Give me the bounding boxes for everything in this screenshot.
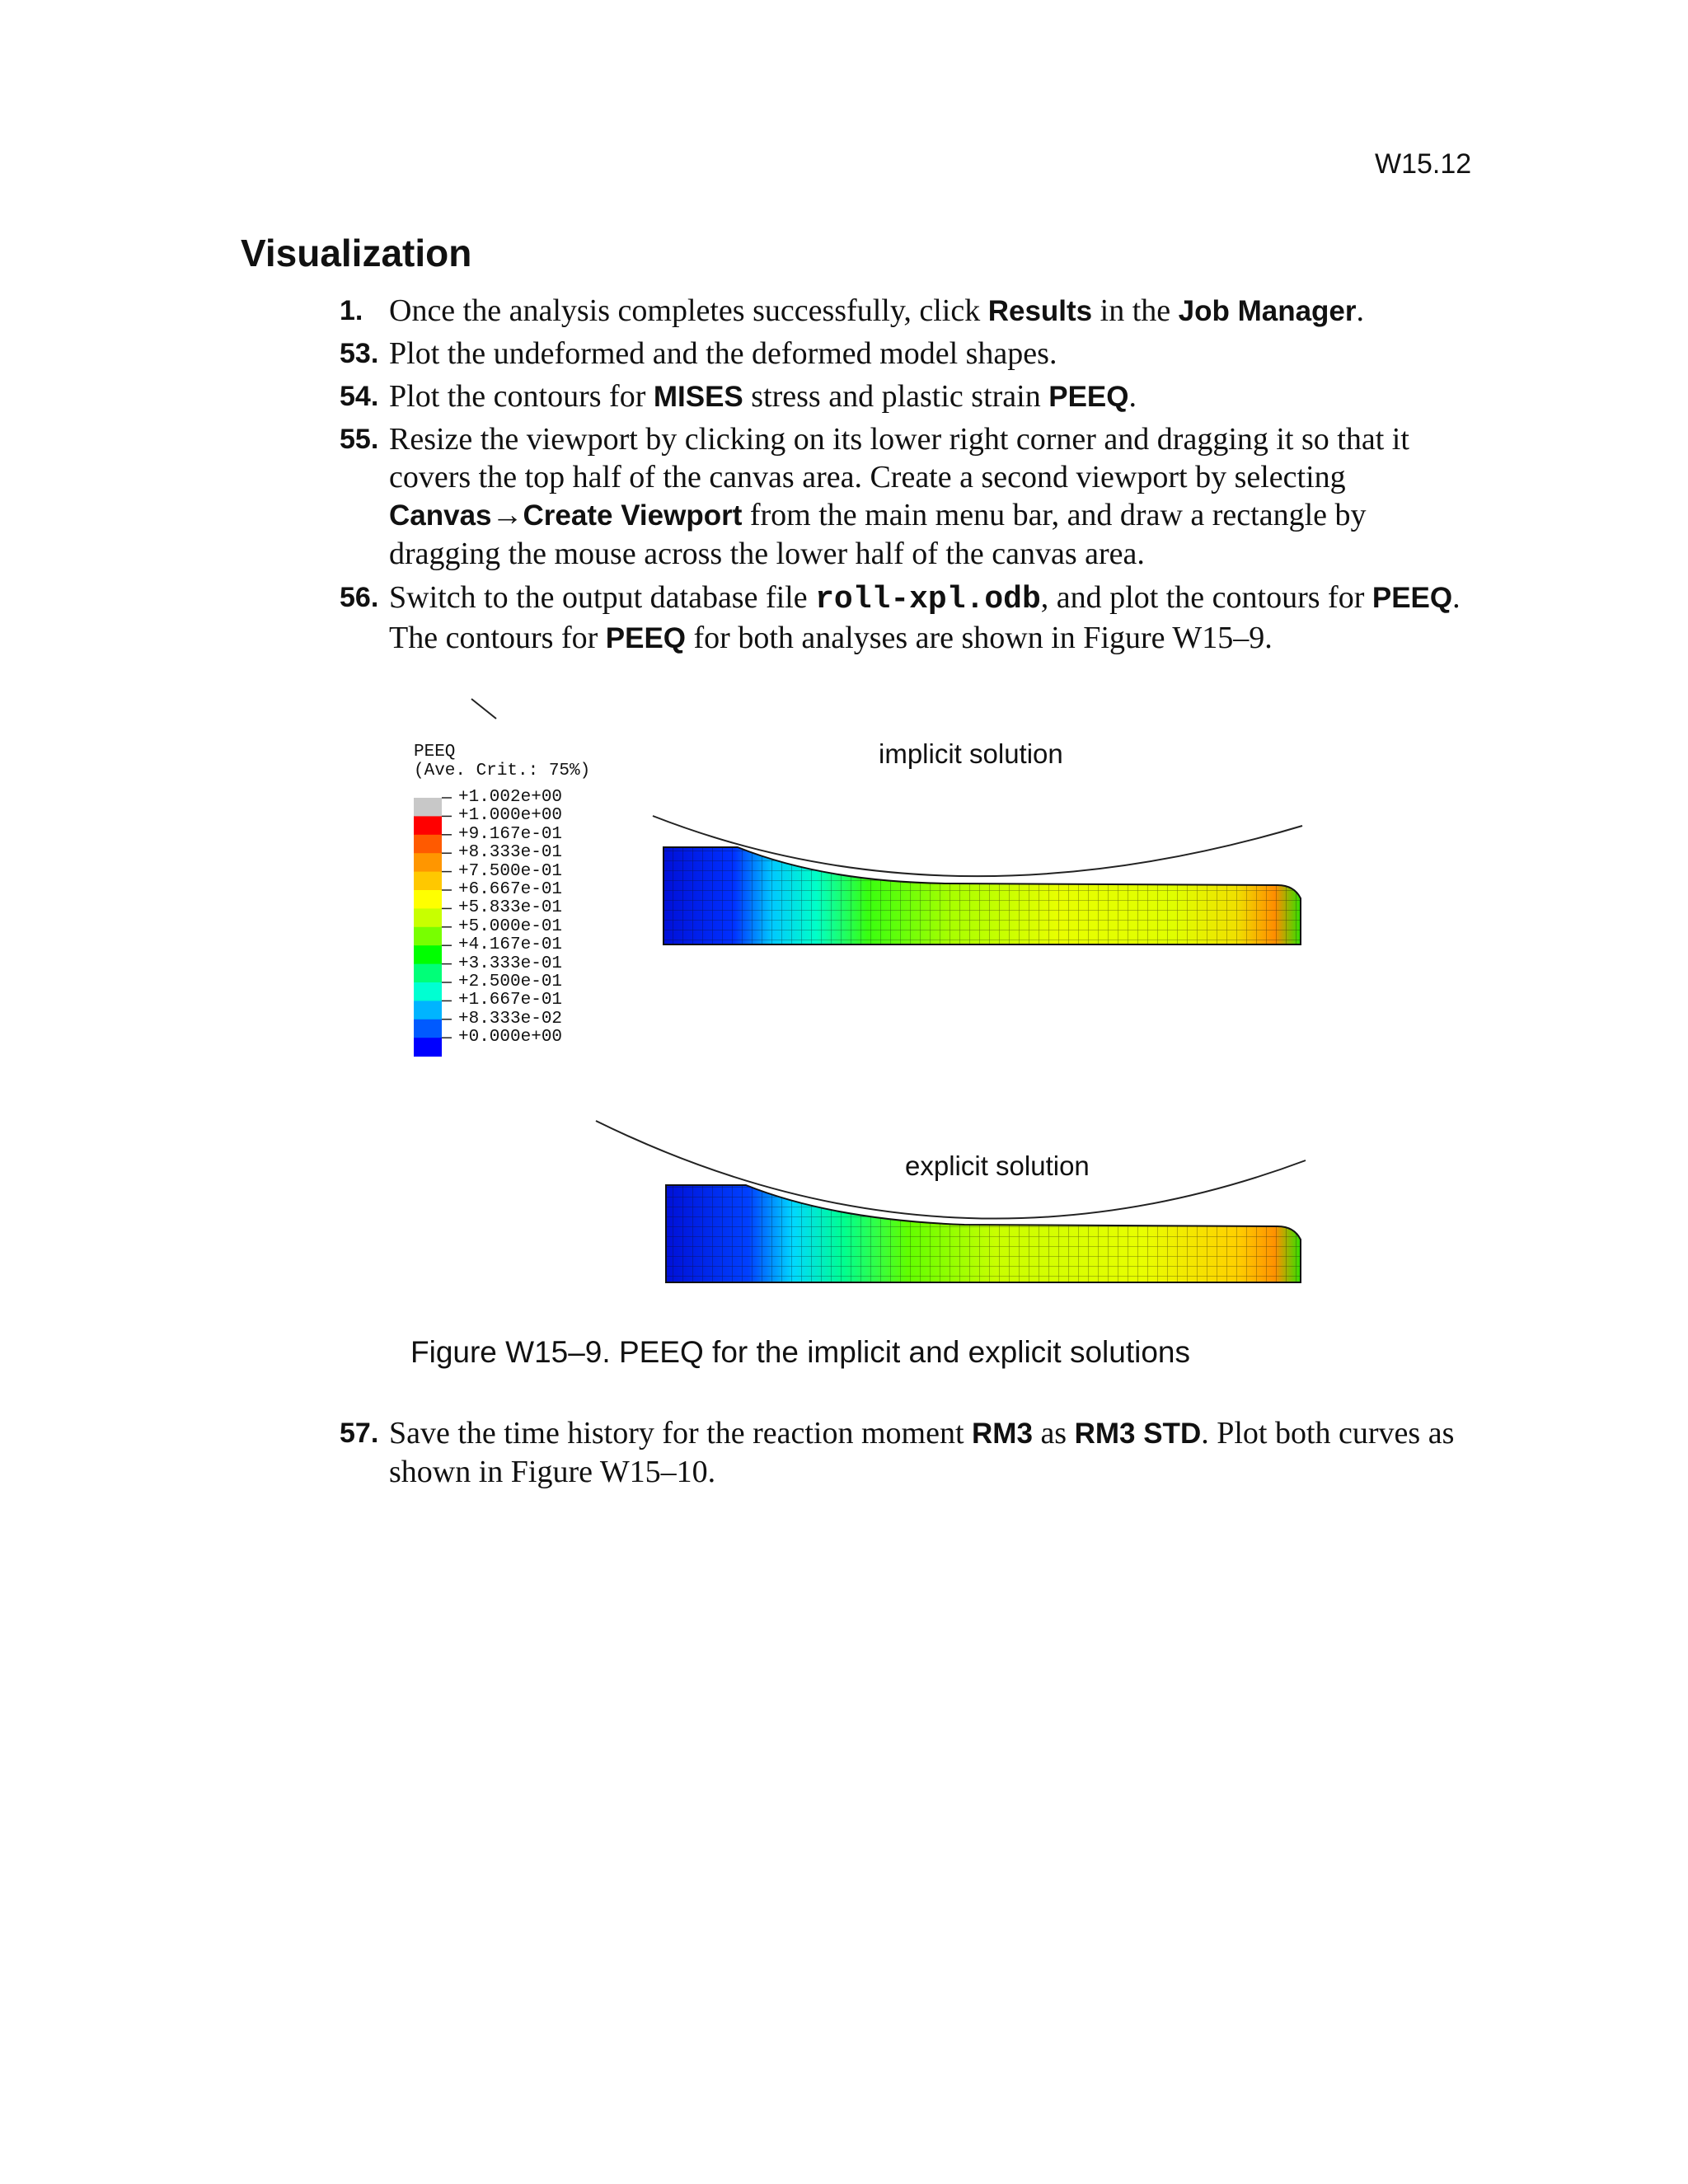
legend-value: +6.667e-01 — [458, 880, 563, 899]
text-run: Switch to the output database file — [389, 580, 816, 615]
view-triad-stroke — [471, 699, 496, 719]
text-run: . The contours for — [389, 580, 1461, 655]
ui-term-rm3-std: RM3 STD — [1074, 1418, 1202, 1450]
ui-term-create-viewport: Create Viewport — [523, 499, 743, 532]
label-explicit-solution: explicit solution — [905, 1151, 1090, 1181]
legend-color-scale — [414, 798, 452, 1057]
legend-value: +2.500e-01 — [458, 972, 563, 991]
step-number: 1. — [340, 295, 363, 326]
legend-value: +7.500e-01 — [458, 861, 563, 881]
legend-value: +3.333e-01 — [458, 954, 563, 973]
text-run: , and plot the contours for — [1040, 580, 1372, 615]
section-heading: Visualization — [241, 232, 472, 274]
text-run: . Plot both curves as shown in Figure W15–10. — [389, 1416, 1455, 1489]
text-run: from the main menu bar, and draw a rectangle by dragging the mouse across the lower half of the canvas area. — [389, 498, 1367, 571]
legend-value: +1.667e-01 — [458, 991, 563, 1010]
legend-title: PEEQ — [414, 743, 456, 762]
legend-swatch — [414, 835, 442, 854]
legend-swatch — [414, 1038, 442, 1057]
legend-value: +5.833e-01 — [458, 898, 563, 918]
mesh-grid-implicit — [663, 847, 1301, 944]
legend-swatch — [414, 798, 442, 817]
legend-swatch — [414, 890, 442, 909]
text-run: in the — [1092, 293, 1179, 328]
step-number: 56. — [340, 582, 379, 613]
text-run: Plot the contours for — [389, 379, 654, 414]
step-text — [389, 1414, 1485, 1491]
legend-value: +8.333e-01 — [458, 843, 563, 863]
text-run: Once the analysis completes successfully, click — [389, 293, 988, 328]
ui-term-rm3: RM3 — [972, 1418, 1033, 1450]
ui-term-job-manager: Job Manager — [1178, 295, 1357, 327]
legend-value: +9.167e-01 — [458, 824, 563, 844]
legend-swatch — [414, 908, 442, 927]
legend-value: +4.167e-01 — [458, 935, 563, 955]
figure-caption: Figure W15–9. PEEQ for the implicit and explicit solutions — [410, 1335, 1190, 1369]
text-run: Plot the undeformed and the deformed model shapes. — [389, 336, 1057, 371]
ui-term-peeq: PEEQ — [1048, 381, 1129, 413]
legend-value: +1.002e+00 — [458, 788, 563, 807]
legend-swatch — [414, 816, 442, 835]
arrow-icon: → — [491, 498, 523, 532]
ui-term-peeq: PEEQ — [1372, 582, 1453, 614]
step-item — [340, 1414, 1485, 1491]
legend-value: +1.000e+00 — [458, 806, 563, 826]
legend-swatch — [414, 1019, 442, 1038]
step-number: 54. — [340, 381, 379, 412]
legend-swatch — [414, 872, 442, 891]
legend-swatch — [414, 945, 442, 964]
ui-term-peeq: PEEQ — [605, 622, 687, 654]
text-run: . — [1356, 293, 1365, 328]
legend-subtitle: (Ave. Crit.: 75%) — [414, 762, 591, 780]
filename-code: roll-xpl.odb — [815, 582, 1041, 617]
legend-swatch — [414, 964, 442, 983]
text-run: . — [1128, 379, 1137, 414]
text-run: stress and plastic strain — [743, 379, 1049, 414]
legend-value: +5.000e-01 — [458, 916, 563, 936]
legend-swatch — [414, 853, 442, 872]
label-implicit-solution: implicit solution — [879, 738, 1063, 769]
text-run: as — [1032, 1416, 1075, 1451]
legend-swatch — [414, 982, 442, 1001]
ui-term-canvas: Canvas — [389, 499, 492, 532]
ui-term-results: Results — [987, 295, 1093, 327]
text-run: for both analyses are shown in Figure W15–9. — [686, 621, 1273, 655]
step-number: 55. — [340, 424, 379, 455]
step-number: 57. — [340, 1418, 379, 1449]
legend-swatch — [414, 1001, 442, 1019]
legend-swatch — [414, 927, 442, 946]
step-number: 53. — [340, 338, 379, 369]
legend-value: +0.000e+00 — [458, 1028, 563, 1047]
mesh-grid-explicit — [666, 1185, 1301, 1282]
text-run: Save the time history for the reaction moment — [389, 1416, 973, 1451]
text-run: Resize the viewport by clicking on its lower right corner and dragging it so that it covers the top half of the canvas area. Create a second viewport by selecting — [389, 422, 1409, 494]
ui-term-mises: MISES — [653, 381, 743, 413]
page-number: W15.12 — [1375, 148, 1472, 180]
legend-value: +8.333e-02 — [458, 1009, 563, 1029]
